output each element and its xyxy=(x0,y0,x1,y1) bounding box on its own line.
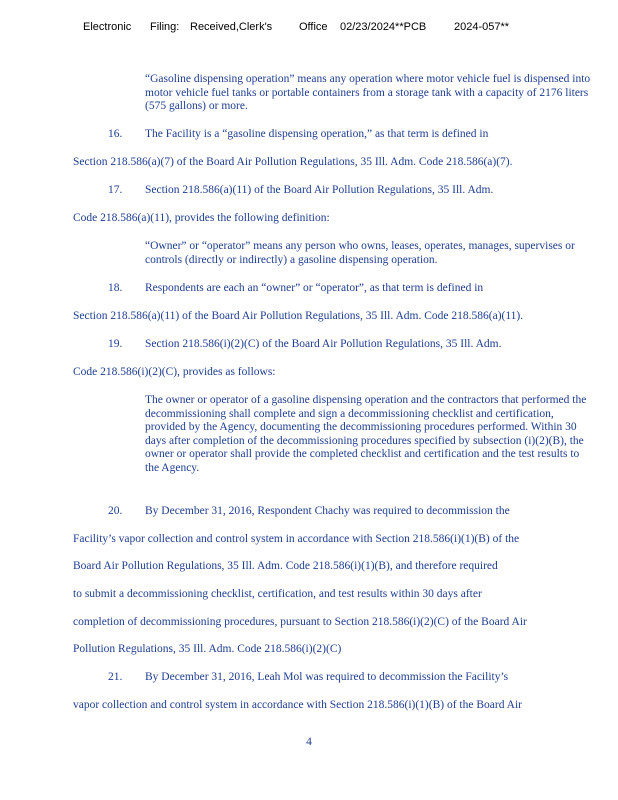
regulation-quote-decommissioning: The owner or operator of a gasoline dispensing operation and the contractors that performed the decommissioning shall complete and sign a decommissioning checklist and certification, provided by the Agency, documenting the decommissioning procedures performed. Within 30 days after completion of the decommissioning procedures specified by subsection (i)(2)(B), the owner or operator shall provide the completed checklist and certification and the test results to the Agency. xyxy=(145,394,587,474)
paragraph-20-line-5: completion of decommissioning procedures, pursuant to Section 218.586(i)(2)(C) of the Board Air xyxy=(73,616,527,628)
paragraph-20-line-3: Board Air Pollution Regulations, 35 Ill. Adm. Code 218.586(i)(1)(B), and therefore required xyxy=(73,560,498,572)
paragraph-18-line-2: Section 218.586(a)(11) of the Board Air Pollution Regulations, 35 Ill. Adm. Code 218.586(a)(11). xyxy=(73,310,524,322)
paragraph-17-line-1: Section 218.586(a)(11) of the Board Air Pollution Regulations, 35 Ill. Adm. xyxy=(145,184,494,196)
paragraph-20-line-6: Pollution Regulations, 35 Ill. Adm. Code 218.586(i)(2)(C) xyxy=(73,643,342,655)
paragraph-number-20: 20. xyxy=(108,505,123,517)
paragraph-19-line-2: Code 218.586(i)(2)(C), provides as follows: xyxy=(73,366,276,378)
paragraph-20-line-1: By December 31, 2016, Respondent Chachy was required to decommission the xyxy=(145,505,510,517)
paragraph-number-18: 18. xyxy=(108,282,123,294)
paragraph-18-line-1: Respondents are each an “owner” or “operator”, as that term is defined in xyxy=(145,282,484,294)
paragraph-21-line-1: By December 31, 2016, Leah Mol was required to decommission the Facility’s xyxy=(145,671,509,683)
paragraph-20-line-4: to submit a decommissioning checklist, certification, and test results within 30 days after xyxy=(73,588,482,600)
paragraph-number-17: 17. xyxy=(108,184,123,196)
paragraph-number-16: 16. xyxy=(108,128,123,140)
paragraph-19-line-1: Section 218.586(i)(2)(C) of the Board Air Pollution Regulations, 35 Ill. Adm. xyxy=(145,338,502,350)
paragraph-number-19: 19. xyxy=(108,338,123,350)
header-case: 2024-057** xyxy=(454,21,510,33)
header-electronic: Electronic xyxy=(83,21,132,33)
paragraph-20-line-2: Facility’s vapor collection and control system in accordance with Section 218.586(i)(1)(B) of the xyxy=(73,533,520,545)
paragraph-17-line-2: Code 218.586(a)(11), provides the following definition: xyxy=(73,212,330,224)
header-office: Office xyxy=(299,21,328,33)
paragraph-21-line-2: vapor collection and control system in accordance with Section 218.586(i)(1)(B) of the Board Air xyxy=(73,699,523,711)
header-date: 02/23/2024**PCB xyxy=(340,21,427,33)
page-number: 4 xyxy=(306,736,312,748)
definition-quote-gasoline: “Gasoline dispensing operation” means any operation where motor vehicle fuel is dispensed into motor vehicle fuel tanks or portable containers from a storage tank with a capacity of 2176 liters (575 gallons) or more. xyxy=(145,73,591,113)
paragraph-16-line-1: The Facility is a “gasoline dispensing operation,” as that term is defined in xyxy=(145,128,489,140)
paragraph-16-line-2: Section 218.586(a)(7) of the Board Air Pollution Regulations, 35 Ill. Adm. Code 218.586(a)(7). xyxy=(73,156,513,168)
header-filing: Filing: xyxy=(150,21,180,33)
definition-quote-owner-operator: “Owner” or “operator” means any person who owns, leases, operates, manages, supervises or controls (directly or indirectly) a gasoline dispensing operation. xyxy=(145,240,575,266)
filing-stamp-header xyxy=(0,21,618,37)
paragraph-number-21: 21. xyxy=(108,671,123,683)
header-received: Received,Clerk's xyxy=(190,21,273,33)
